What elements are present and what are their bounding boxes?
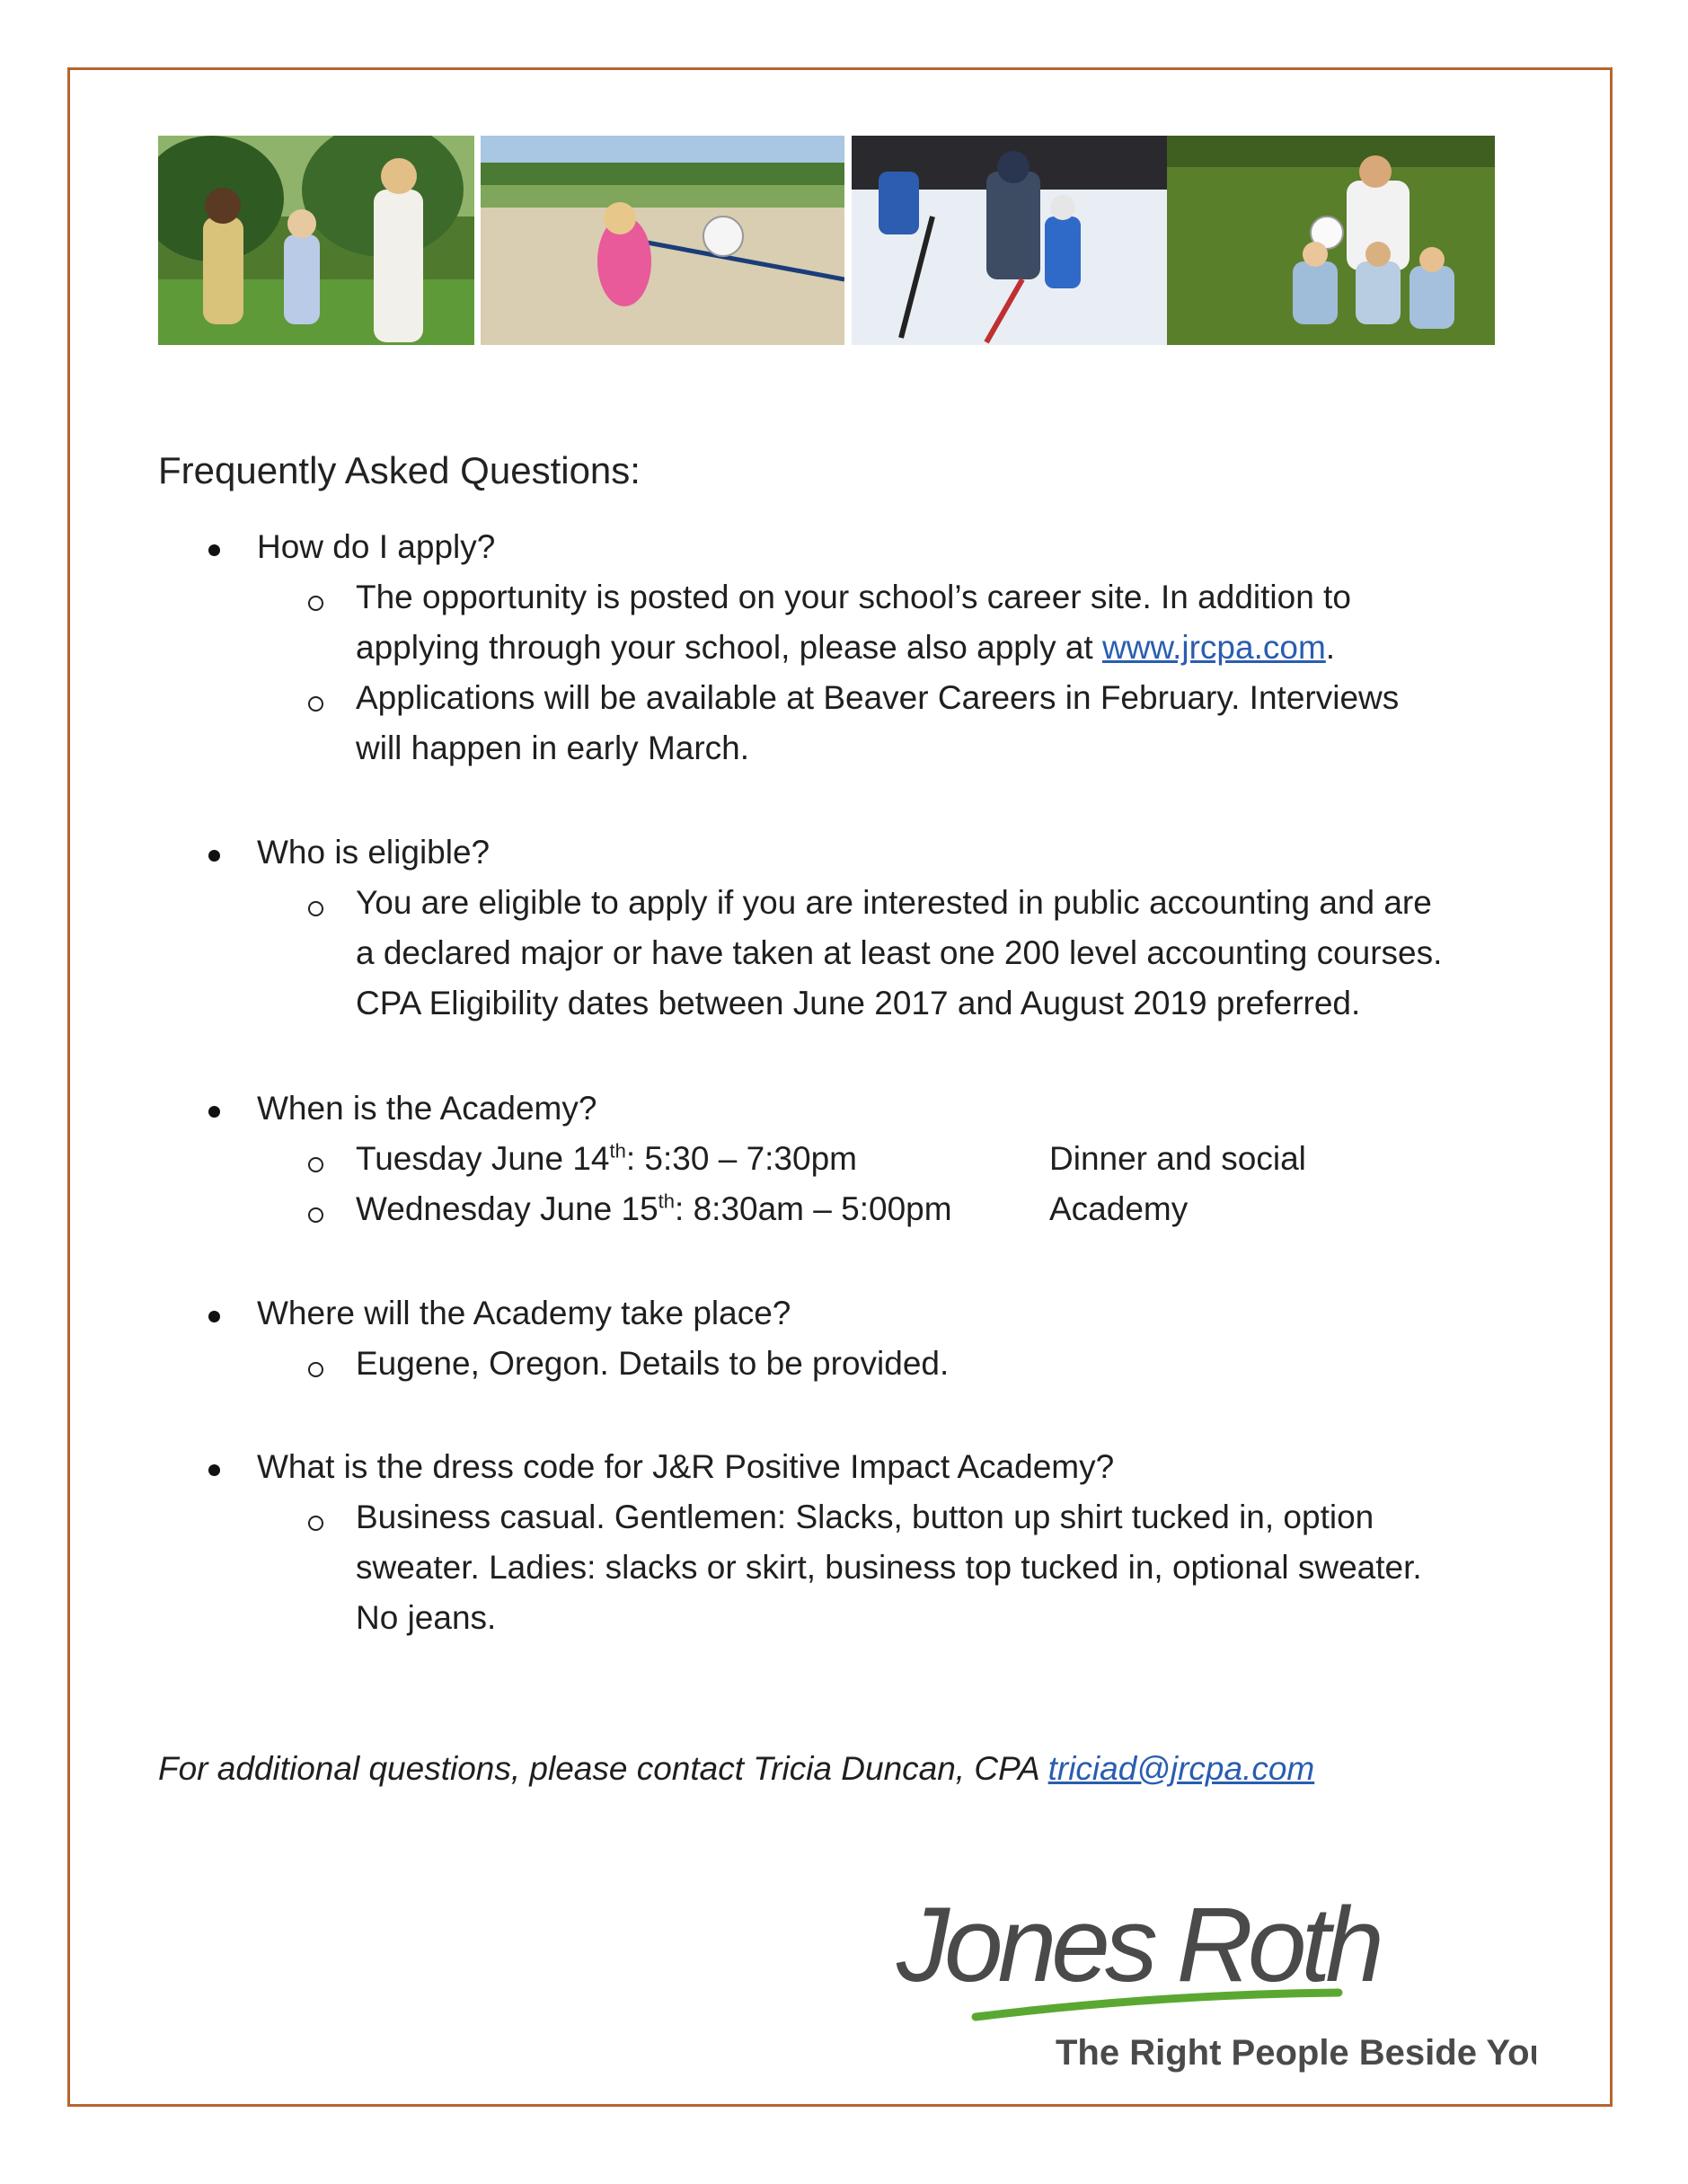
photo-girls-playing (158, 136, 474, 345)
page-border (67, 67, 1613, 2107)
website-link[interactable]: www.jrcpa.com (1101, 629, 1326, 666)
bullet-dot (208, 1311, 220, 1322)
faq-answer-line: applying through your school, please also apply at www.jrcpa.com. (356, 629, 1336, 666)
faq-question-eligible: Who is eligible? (257, 834, 490, 871)
bullet-circle (308, 596, 323, 611)
faq-answer-line: No jeans. (356, 1599, 497, 1636)
bullet-circle (308, 1207, 323, 1223)
bullet-circle (308, 1157, 323, 1172)
faq-answer-line: The opportunity is posted on your school’s career site. In addition to (356, 579, 1351, 615)
faq-question-apply: How do I apply? (257, 528, 496, 565)
faq-question-when: When is the Academy? (257, 1090, 597, 1127)
faq-answer-line: Eugene, Oregon. Details to be provided. (356, 1345, 950, 1382)
logo-tagline: The Right People Beside You. (1056, 2033, 1536, 2073)
faq-question-where: Where will the Academy take place? (257, 1295, 791, 1331)
photo-soccer-coach (1167, 136, 1495, 345)
faq-answer-line: a declared major or have taken at least one 200 level accounting courses. (356, 934, 1443, 971)
bullet-dot (208, 544, 220, 556)
photo-beach-volleyball (481, 136, 844, 345)
schedule-event-2: Academy (1049, 1190, 1189, 1227)
bullet-circle (308, 696, 323, 712)
bullet-dot (208, 1464, 220, 1476)
faq-question-dress-code: What is the dress code for J&R Positive Impact Academy? (257, 1448, 1115, 1485)
faq-answer-line: Applications will be available at Beaver Careers in February. Interviews (356, 679, 1400, 716)
faq-answer-line: CPA Eligibility dates between June 2017 and August 2019 preferred. (356, 985, 1361, 1021)
schedule-row-2: Wednesday June 15th: 8:30am – 5:00pm (356, 1189, 952, 1227)
jones-roth-logo (889, 1860, 1536, 2084)
contact-email-link[interactable]: triciad@jrcpa.com (1047, 1750, 1315, 1787)
bullet-circle (308, 901, 323, 916)
faq-title: Frequently Asked Questions: (158, 449, 641, 491)
schedule-row-1: Tuesday June 14th: 5:30 – 7:30pm (356, 1139, 857, 1177)
bullet-circle (308, 1362, 323, 1377)
contact-line: For additional questions, please contact Tricia Duncan, CPA triciad@jrcpa.com (158, 1750, 1315, 1787)
faq-answer-line: sweater. Ladies: slacks or skirt, business top tucked in, optional sweater. (356, 1549, 1422, 1586)
bullet-dot (208, 1106, 220, 1118)
faq-answer-line: Business casual. Gentlemen: Slacks, button up shirt tucked in, option (356, 1499, 1374, 1535)
photo-hockey-kids (852, 136, 1167, 345)
logo-wordmark-jones: Jones Roth (897, 1886, 1379, 2004)
bullet-circle (308, 1516, 323, 1531)
faq-answer-line: You are eligible to apply if you are interested in public accounting and are (356, 884, 1432, 921)
schedule-event-1: Dinner and social (1049, 1140, 1306, 1177)
faq-answer-line: will happen in early March. (356, 729, 750, 766)
bullet-dot (208, 850, 220, 862)
